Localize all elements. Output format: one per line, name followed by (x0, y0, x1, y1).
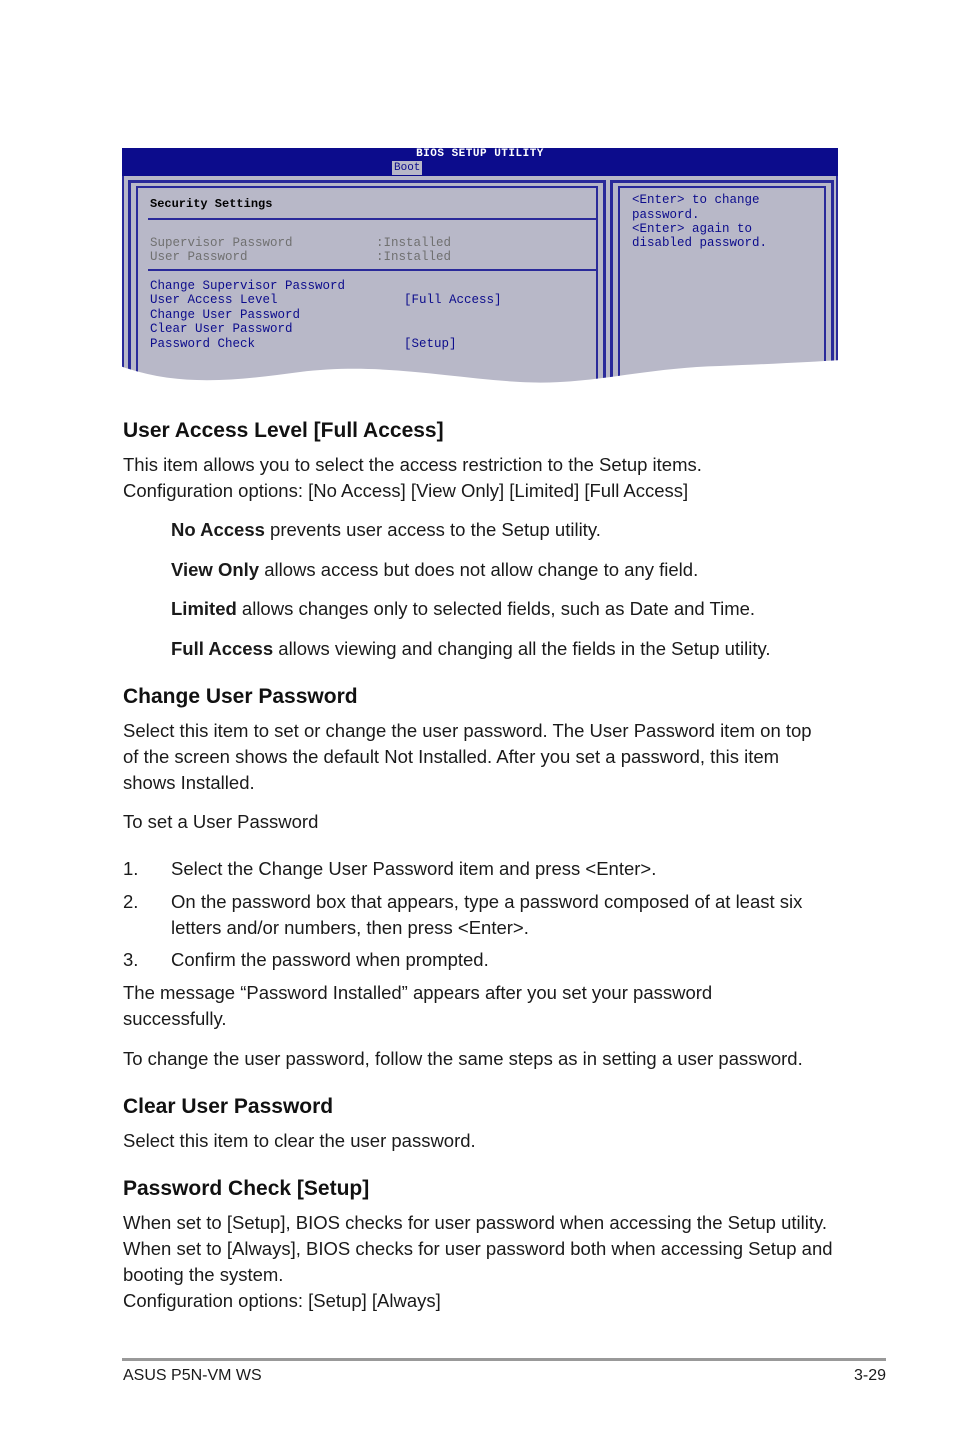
option-term: View Only (171, 559, 260, 580)
bios-title-bar (122, 148, 838, 176)
bios-menu-item-clear-user-password[interactable]: Clear User Password (150, 322, 293, 336)
option-term: Limited (171, 598, 237, 619)
bios-title: BIOS SETUP UTILITY (416, 148, 544, 160)
torn-edge-graphic (120, 358, 842, 408)
bios-screenshot (122, 148, 838, 398)
option-desc: allows viewing and changing all the fields in the Setup utility. (273, 638, 771, 659)
bios-help-line: <Enter> to change (632, 193, 760, 207)
bios-section-title: Security Settings (150, 197, 273, 211)
footer-product-name: ASUS P5N-VM WS (123, 1367, 262, 1384)
step-number: 1. (123, 858, 139, 879)
step-text: On the password box that appears, type a password composed of at least six letters and/or numbers, then press <Enter>. (171, 891, 803, 938)
option-term: No Access (171, 519, 265, 540)
bios-help-line: password. (632, 208, 700, 222)
step-text: Select the Change User Password item and press <Enter>. (171, 858, 657, 879)
section-heading-clear-user-password: Clear User Password (123, 1095, 334, 1118)
paragraph: To set a User Password (123, 811, 319, 832)
paragraph: Select this item to set or change the user password. The User Password item on top of the screen shows the default Not Installed. After you set a password, this item shows Installed. (123, 720, 812, 793)
paragraph: Configuration options: [No Access] [View Only] [Limited] [Full Access] (123, 480, 689, 501)
option-no-access (171, 517, 851, 543)
option-term: Full Access (171, 638, 274, 659)
step-number: 3. (123, 949, 139, 970)
paragraph: The message “Password Installed” appears after you set your password successfully. (123, 982, 713, 1029)
bios-divider (148, 269, 596, 271)
bios-menu-item-change-supervisor[interactable]: Change Supervisor Password (150, 279, 346, 293)
bios-help-line: <Enter> again to (632, 222, 753, 236)
bios-menu-item-change-user-password[interactable]: Change User Password (150, 308, 301, 322)
step-number: 2. (123, 891, 139, 912)
section-heading-password-check: Password Check [Setup] (123, 1177, 370, 1200)
paragraph: Select this item to clear the user password. (123, 1130, 476, 1151)
bios-tab-boot[interactable]: Boot (394, 162, 421, 174)
paragraph: To change the user password, follow the same steps as in setting a user password. (123, 1048, 803, 1069)
bios-status-value: :Installed (376, 236, 452, 250)
bios-help-line: disabled password. (632, 236, 768, 250)
footer-divider (122, 1358, 886, 1361)
bios-status-label: User Password (150, 250, 248, 264)
bios-divider (148, 218, 596, 220)
bios-menu-value[interactable]: [Setup] (404, 337, 457, 351)
footer-page-number: 3-29 (853, 1367, 886, 1384)
section-heading-change-user-password: Change User Password (123, 685, 358, 708)
bios-menu-value[interactable]: [Full Access] (404, 293, 502, 307)
paragraph: This item allows you to select the access restriction to the Setup items. (123, 454, 702, 475)
option-desc: allows changes only to selected fields, such as Date and Time. (236, 598, 756, 619)
option-full-access (171, 636, 851, 662)
bios-menu-item-password-check[interactable]: Password Check (150, 337, 256, 351)
bios-menu-item-user-access-level[interactable]: User Access Level (150, 293, 278, 307)
paragraph: When set to [Setup], BIOS checks for user password when accessing the Setup utility. When set to [Always], BIOS checks for user password both when accessing Setup and booting the system. (123, 1212, 833, 1285)
option-view-only (171, 557, 851, 583)
bios-status-label: Supervisor Password (150, 236, 293, 250)
section-heading-user-access-level: User Access Level [Full Access] (123, 419, 444, 442)
bios-status-value: :Installed (376, 250, 452, 264)
option-desc: allows access but does not allow change to any field. (259, 559, 699, 580)
option-limited (171, 596, 851, 622)
option-desc: prevents user access to the Setup utility. (264, 519, 601, 540)
paragraph: Configuration options: [Setup] [Always] (123, 1290, 441, 1311)
step-text: Confirm the password when prompted. (171, 949, 489, 970)
